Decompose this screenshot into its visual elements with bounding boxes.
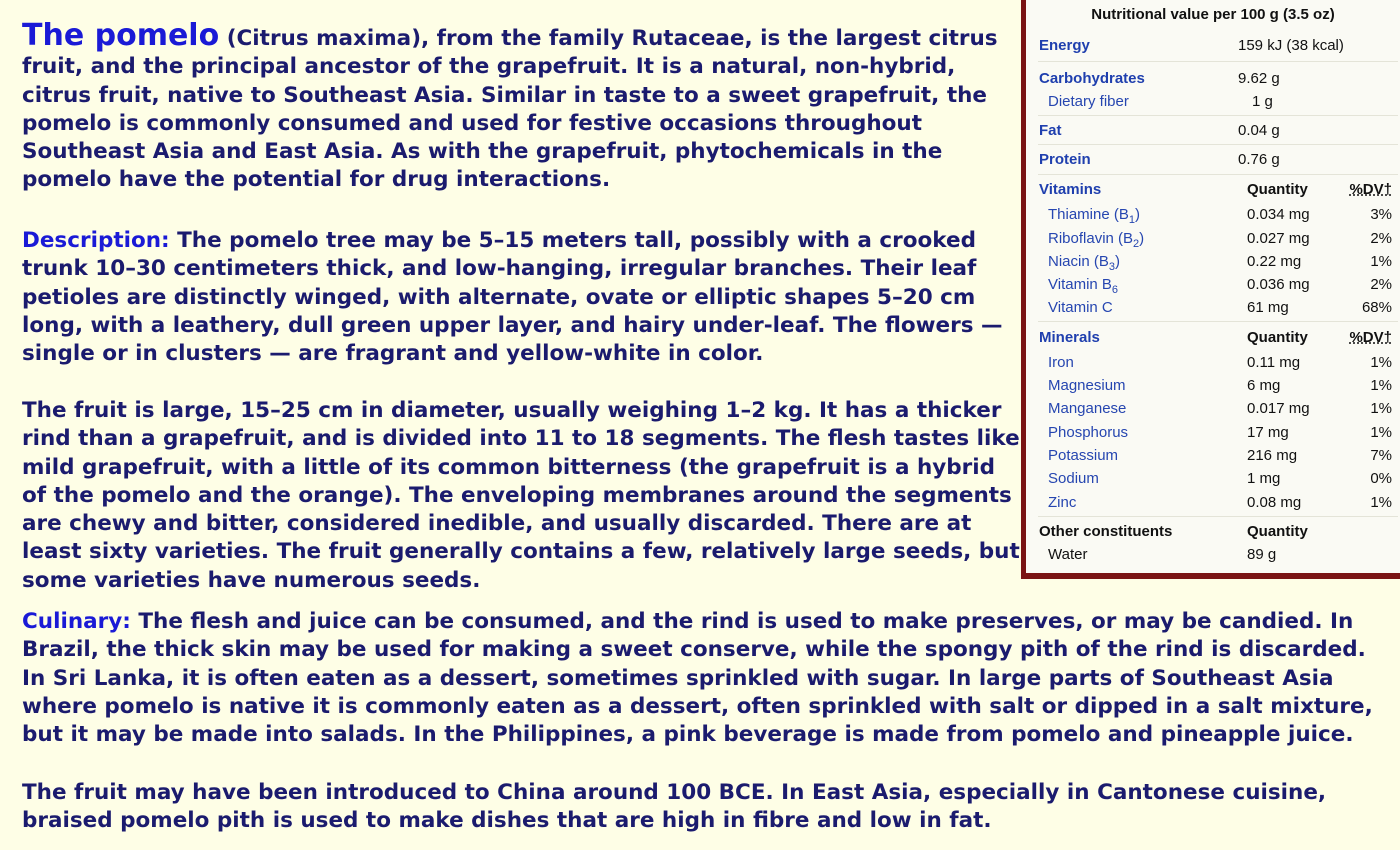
fruit-paragraph bbox=[22, 397, 1022, 595]
mineral-dv: 1% bbox=[1370, 494, 1392, 511]
minerals-quantity-header: Quantity bbox=[1247, 329, 1308, 346]
mineral-name[interactable]: Potassium bbox=[1048, 447, 1119, 464]
mineral-name[interactable]: Sodium bbox=[1048, 470, 1099, 487]
vitamin-dv: 1% bbox=[1370, 253, 1392, 270]
mineral-name[interactable]: Zinc bbox=[1048, 494, 1077, 511]
energy-label[interactable]: Energy bbox=[1039, 37, 1090, 54]
nutrition-title: Nutritional value per 100 g (3.5 oz) bbox=[1091, 6, 1335, 23]
mineral-dv: 1% bbox=[1370, 354, 1392, 371]
water-label: Water bbox=[1048, 546, 1088, 563]
carbohydrates-label[interactable]: Carbohydrates bbox=[1039, 70, 1145, 87]
vitamin-name-text: Vitamin C bbox=[1048, 299, 1113, 316]
vitamin-name-text: Riboflavin (B bbox=[1048, 230, 1134, 247]
nutrition-infobox bbox=[1021, 0, 1400, 579]
vitamin-name-text: Vitamin B bbox=[1048, 276, 1112, 293]
dietary-fiber-value: 1 g bbox=[1252, 93, 1273, 110]
protein-label[interactable]: Protein bbox=[1039, 151, 1091, 168]
vitamin-quantity: 0.027 mg bbox=[1247, 230, 1310, 247]
mineral-quantity: 6 mg bbox=[1247, 377, 1281, 394]
mineral-name[interactable]: Phosphorus bbox=[1048, 424, 1129, 441]
vitamin-name[interactable] bbox=[1048, 276, 1118, 296]
mineral-name[interactable]: Magnesium bbox=[1048, 377, 1126, 394]
intro-text: (Citrus maxima), from the family Rutaceae, is the largest citrus fruit, and the principal ancestor of the grapefruit. It is a natural, non-hybrid, citrus fruit, native to Southeast Asia. Similar in taste to a sweet grapefruit, the pomelo is commonly consumed and used for festive occasions throughout Southeast Asia and East Asia. As with the grapefruit, phytochemicals in the pomelo have the potential for drug interactions. bbox=[22, 26, 998, 193]
energy-value: 159 kJ (38 kcal) bbox=[1238, 37, 1344, 54]
other-quantity-header: Quantity bbox=[1247, 523, 1308, 540]
vitamin-dv: 2% bbox=[1370, 230, 1392, 247]
mineral-dv: 1% bbox=[1370, 400, 1392, 417]
history-text: The fruit may have been introduced to China around 100 BCE. In East Asia, especially in Cantonese cuisine, braised pomelo pith is used to make dishes that are high in fibre and low in fat. bbox=[22, 780, 1327, 834]
history-paragraph bbox=[22, 779, 1392, 836]
vitamin-name-close: ) bbox=[1134, 206, 1140, 223]
vitamin-name-close: ) bbox=[1139, 230, 1145, 247]
other-constituents-header: Other constituents bbox=[1039, 523, 1173, 540]
mineral-dv: 1% bbox=[1370, 377, 1392, 394]
mineral-quantity: 0.08 mg bbox=[1247, 494, 1302, 511]
fat-value: 0.04 g bbox=[1238, 122, 1280, 139]
carbohydrates-value: 9.62 g bbox=[1238, 70, 1280, 87]
protein-value: 0.76 g bbox=[1238, 151, 1280, 168]
mineral-dv: 0% bbox=[1370, 470, 1392, 487]
mineral-name[interactable]: Manganese bbox=[1048, 400, 1127, 417]
vitamin-dv: 2% bbox=[1370, 276, 1392, 293]
mineral-name[interactable]: Iron bbox=[1048, 354, 1074, 371]
vitamin-subscript: 6 bbox=[1111, 284, 1119, 296]
description-paragraph bbox=[22, 227, 1022, 368]
vitamin-dv: 68% bbox=[1361, 299, 1392, 316]
description-text: The pomelo tree may be 5–15 meters tall, possibly with a crooked trunk 10–30 centimeters thick, and low-hanging, irregular branches. Their leaf petioles are distinctly winged, with alternate, ovate or elliptic shapes 5–20 cm long, with a leathery, dull green upper layer, and hairy under-leaf. The flowers — single or in clusters — are fragrant and yellow-white in color. bbox=[22, 228, 1003, 367]
vitamin-dv: 3% bbox=[1370, 206, 1392, 223]
vitamin-name[interactable] bbox=[1048, 253, 1120, 273]
vitamin-name[interactable] bbox=[1048, 230, 1144, 250]
intro-paragraph bbox=[22, 18, 1022, 195]
vitamin-subscript: 1 bbox=[1128, 214, 1135, 226]
vitamin-quantity: 61 mg bbox=[1247, 299, 1289, 316]
fat-label[interactable]: Fat bbox=[1039, 122, 1062, 139]
culinary-text: The flesh and juice can be consumed, and the rind is used to make preserves, or may be candied. In Brazil, the thick skin may be used for making a sweet conserve, while the spongy pith of the rind is discarded. In Sri Lanka, it is often eaten as a dessert, sometimes sprinkled with sugar. In large parts of Southeast Asia where pomelo is native it is commonly eaten as a dessert, often sprinkled with salt or dipped in a salt mixture, but it may be made into salads. In the Philippines, a pink beverage is made from pomelo and pineapple juice. bbox=[22, 609, 1373, 748]
vitamin-name-text: Niacin (B bbox=[1048, 253, 1109, 270]
vitamin-name[interactable] bbox=[1048, 206, 1140, 226]
culinary-paragraph bbox=[22, 608, 1392, 749]
vitamin-subscript: 2 bbox=[1133, 238, 1140, 250]
mineral-quantity: 0.017 mg bbox=[1247, 400, 1310, 417]
culinary-heading: Culinary: bbox=[22, 609, 131, 634]
mineral-dv: 1% bbox=[1370, 424, 1392, 441]
mineral-quantity: 0.11 mg bbox=[1247, 354, 1301, 371]
mineral-quantity: 1 mg bbox=[1247, 470, 1281, 487]
vitamins-dv-header[interactable]: %DV† bbox=[1349, 181, 1392, 198]
minerals-header[interactable]: Minerals bbox=[1039, 329, 1100, 346]
vitamin-name-close: ) bbox=[1114, 253, 1120, 270]
water-value: 89 g bbox=[1247, 546, 1277, 563]
minerals-dv-header[interactable]: %DV† bbox=[1349, 329, 1392, 346]
vitamin-name[interactable] bbox=[1048, 299, 1113, 316]
fruit-text: The fruit is large, 15–25 cm in diameter, usually weighing 1–2 kg. It has a thicker rind than a grapefruit, and is divided into 11 to 18 segments. The flesh tastes like mild grapefruit, with a little of its common bitterness (the grapefruit is a hybrid of the pomelo and the orange). The enveloping membranes around the segments are chewy and bitter, considered inedible, and usually discarded. There are at least sixty varieties. The fruit generally contains a few, relatively large seeds, but some varieties have numerous seeds. bbox=[22, 398, 1020, 593]
dietary-fiber-label[interactable]: Dietary fiber bbox=[1048, 93, 1129, 110]
description-heading: Description: bbox=[22, 228, 170, 253]
vitamin-name-text: Thiamine (B bbox=[1048, 206, 1129, 223]
mineral-quantity: 17 mg bbox=[1247, 424, 1289, 441]
vitamins-quantity-header: Quantity bbox=[1247, 181, 1308, 198]
vitamin-subscript: 3 bbox=[1108, 261, 1115, 273]
page-title: The pomelo bbox=[22, 18, 220, 53]
vitamin-quantity: 0.036 mg bbox=[1247, 276, 1310, 293]
mineral-quantity: 216 mg bbox=[1247, 447, 1298, 464]
vitamin-quantity: 0.034 mg bbox=[1247, 206, 1310, 223]
mineral-dv: 7% bbox=[1370, 447, 1392, 464]
vitamins-header[interactable]: Vitamins bbox=[1039, 181, 1102, 198]
vitamin-quantity: 0.22 mg bbox=[1247, 253, 1302, 270]
